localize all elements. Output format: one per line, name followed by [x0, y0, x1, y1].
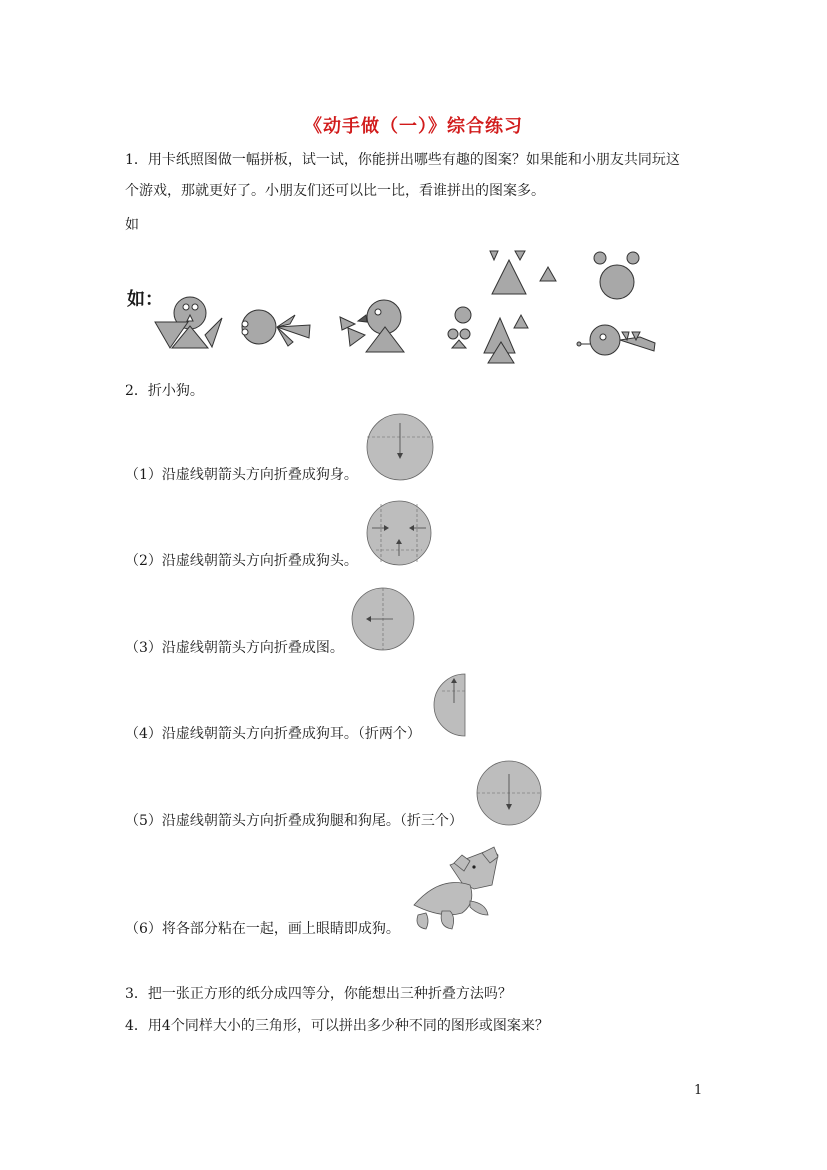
page-number: 1: [694, 1083, 703, 1098]
step-2-text: （2）沿虚线朝箭头方向折叠成狗头。: [125, 553, 358, 569]
question-2-heading: 2．折小狗。: [125, 383, 204, 399]
fold-step-1-figure: [366, 413, 434, 481]
puzzle-bird-figure: [340, 300, 404, 352]
finished-dog-figure: [412, 845, 502, 933]
fold-step-5-figure: [476, 760, 542, 826]
puzzle-fish-figure: [242, 310, 310, 346]
fold-step-2-figure: [366, 500, 432, 566]
question-3: 3．把一张正方形的纸分成四等分，你能想出三种折叠方法吗？: [125, 986, 512, 1002]
step-4-text: （4）沿虚线朝箭头方向折叠成狗耳。（折两个）: [125, 726, 421, 742]
puzzle-circles-figure: [577, 252, 655, 355]
step-5-text: （5）沿虚线朝箭头方向折叠成狗腿和狗尾。（折三个）: [125, 813, 463, 829]
step-1-text: （1）沿虚线朝箭头方向折叠成狗身。: [125, 467, 358, 483]
page-title: 《动手做（一）》综合练习: [304, 116, 523, 137]
example-word: 如: [125, 217, 139, 233]
puzzle-doll-figure: [155, 297, 222, 348]
puzzle-triangles-figure: [448, 251, 556, 363]
step-6-text: （6）将各部分粘在一起，画上眼睛即成狗。: [125, 921, 400, 937]
question-1-line-1: 1．用卡纸照图做一幅拼板，试一试，你能拼出哪些有趣的图案？如果能和小朋友共同玩这: [125, 152, 680, 168]
question-4: 4．用4个同样大小的三角形，可以拼出多少种不同的图形或图案来？: [125, 1018, 549, 1034]
question-1-line-2: 个游戏，那就更好了。小朋友们还可以比一比，看谁拼出的图案多。: [125, 183, 545, 199]
figure-label: 如：: [127, 289, 163, 310]
step-3-text: （3）沿虚线朝箭头方向折叠成图。: [125, 640, 344, 656]
fold-step-3-figure: [351, 587, 415, 651]
fold-step-4-figure: [432, 673, 466, 737]
